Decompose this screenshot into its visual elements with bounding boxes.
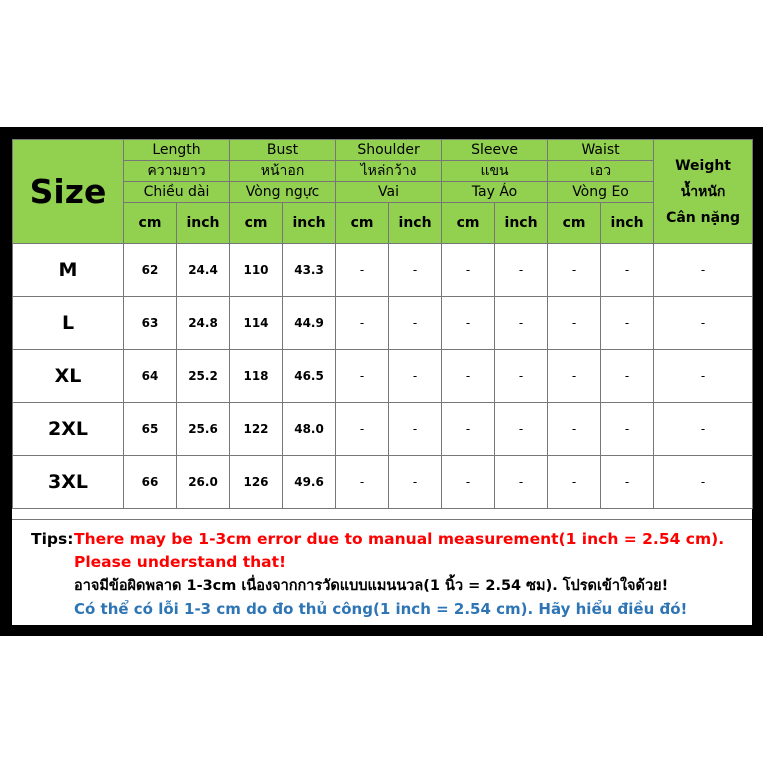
unit-cm-header: cm [548,203,601,244]
shoulder-inch-value: - [389,297,442,350]
weight-value: - [654,456,753,509]
sleeve-cm-value: - [442,403,495,456]
waist-cm-value: - [548,244,601,297]
table-row [13,244,753,297]
unit-inch-header: inch [601,203,654,244]
shoulder-cm-value: - [336,350,389,403]
table-row [13,297,753,350]
size-label: L [13,297,124,350]
bust-inch-value: 44.9 [283,297,336,350]
shoulder-inch-value: - [389,244,442,297]
length-cm-value: 63 [124,297,177,350]
unit-inch-header: inch [177,203,230,244]
bust-inch-value: 46.5 [283,350,336,403]
tips-vietnamese: Có thể có lỗi 1-3 cm do đo thủ công(1 inch = 2.54 cm). Hãy hiểu điều đó! [74,600,688,618]
bust-inch-value: 48.0 [283,403,336,456]
shoulder-inch-value: - [389,350,442,403]
sleeve-inch-value: - [495,456,548,509]
size-label: 2XL [13,403,124,456]
length-cm-value: 66 [124,456,177,509]
length-header-en: Length [124,140,230,161]
weight-header-en: Weight [675,157,731,174]
waist-cm-value: - [548,350,601,403]
bust-inch-value: 49.6 [283,456,336,509]
unit-inch-header: inch [495,203,548,244]
length-inch-value: 24.4 [177,244,230,297]
weight-value: - [654,297,753,350]
size-chart-frame [0,127,763,636]
shoulder-inch-value: - [389,403,442,456]
length-inch-value: 24.8 [177,297,230,350]
tips-label: Tips: [31,530,74,548]
waist-header-en: Waist [548,140,654,161]
bust-header-th: หน้าอก [230,161,336,182]
waist-cm-value: - [548,456,601,509]
bust-header-vi: Vòng ngực [230,182,336,203]
table-row [13,456,753,509]
bust-cm-value: 110 [230,244,283,297]
length-header-th: ความยาว [124,161,230,182]
size-label: XL [13,350,124,403]
waist-inch-value: - [601,403,654,456]
waist-header-th: เอว [548,161,654,182]
unit-inch-header: inch [283,203,336,244]
tips-thai: อาจมีข้อผิดพลาด 1-3cm เนื่องจากการวัดแบบแมนนวล(1 นิ้ว = 2.54 ซม). โปรดเข้าใจด้วย! [74,578,669,594]
sleeve-inch-value: - [495,403,548,456]
length-inch-value: 25.2 [177,350,230,403]
size-column-header: Size [13,140,124,244]
shoulder-header-vi: Vai [336,182,442,203]
sleeve-cm-value: - [442,350,495,403]
sleeve-cm-value: - [442,297,495,350]
waist-inch-value: - [601,297,654,350]
sleeve-header-en: Sleeve [442,140,548,161]
sleeve-cm-value: - [442,456,495,509]
unit-inch-header: inch [389,203,442,244]
waist-cm-value: - [548,297,601,350]
shoulder-cm-value: - [336,297,389,350]
bust-cm-value: 114 [230,297,283,350]
size-label: 3XL [13,456,124,509]
sleeve-inch-value: - [495,297,548,350]
length-cm-value: 62 [124,244,177,297]
waist-header-vi: Vòng Eo [548,182,654,203]
shoulder-cm-value: - [336,244,389,297]
table-row [13,403,753,456]
waist-inch-value: - [601,456,654,509]
size-rows [13,244,753,509]
length-header-vi: Chiều dài [124,182,230,203]
unit-cm-header: cm [230,203,283,244]
weight-header-th: น้ำหนัก [680,183,726,200]
size-chart-panel [12,139,752,624]
shoulder-cm-value: - [336,403,389,456]
shoulder-cm-value: - [336,456,389,509]
sleeve-inch-value: - [495,244,548,297]
sleeve-cm-value: - [442,244,495,297]
length-inch-value: 26.0 [177,456,230,509]
shoulder-inch-value: - [389,456,442,509]
bust-cm-value: 126 [230,456,283,509]
unit-cm-header: cm [336,203,389,244]
waist-inch-value: - [601,244,654,297]
shoulder-header-en: Shoulder [336,140,442,161]
waist-inch-value: - [601,350,654,403]
unit-cm-header: cm [124,203,177,244]
tips-section [12,519,752,625]
length-cm-value: 64 [124,350,177,403]
length-cm-value: 65 [124,403,177,456]
sleeve-header-th: แขน [442,161,548,182]
bust-cm-value: 122 [230,403,283,456]
shoulder-header-th: ไหล่กว้าง [336,161,442,182]
bust-inch-value: 43.3 [283,244,336,297]
waist-cm-value: - [548,403,601,456]
size-label: M [13,244,124,297]
sleeve-inch-value: - [495,350,548,403]
sleeve-header-vi: Tay Áo [442,182,548,203]
length-inch-value: 25.6 [177,403,230,456]
weight-header-vi: Cân nặng [666,209,741,226]
bust-cm-value: 118 [230,350,283,403]
size-chart-table [12,139,753,509]
unit-cm-header: cm [442,203,495,244]
weight-value: - [654,244,753,297]
weight-value: - [654,403,753,456]
weight-value: - [654,350,753,403]
weight-column-header [654,140,753,244]
table-row [13,350,753,403]
bust-header-en: Bust [230,140,336,161]
tips-english: There may be 1-3cm error due to manual measurement(1 inch = 2.54 cm). Please understand that! [74,530,725,571]
